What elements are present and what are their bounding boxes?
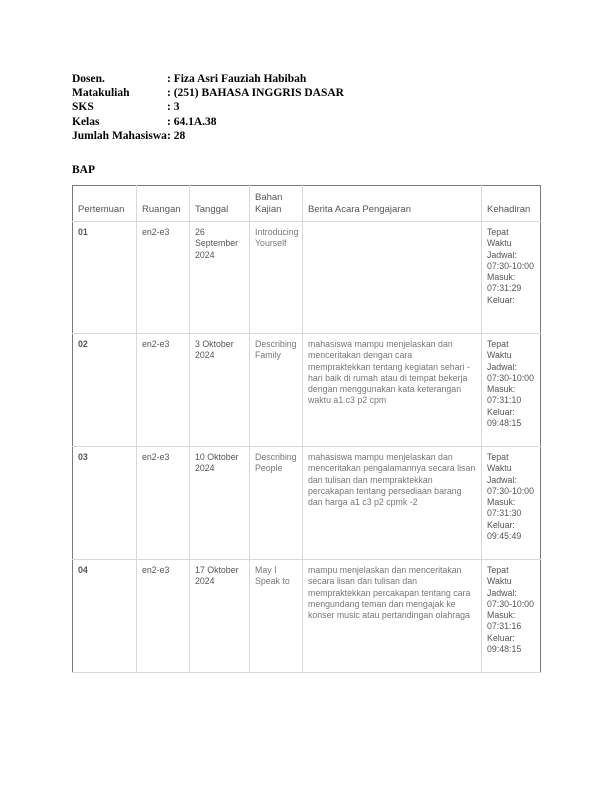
info-label: Jumlah Mahasiswa [72,129,167,142]
cell-ruangan: en2-e3 [137,222,190,334]
header-kehadiran: Kehadiran [482,186,541,222]
cell-ruangan: en2-e3 [137,560,190,673]
cell-kehadiran: Tepat Waktu Jadwal: 07:30-10:00 Masuk: 07:31:16 Keluar: 09:48:15 [482,560,541,673]
bap-table [72,185,541,673]
cell-pertemuan: 02 [73,334,137,447]
cell-berita-acara: mahasiswa mampu menjelaskan dan menceritakan dengan cara mempraktekkan tentang kegiatan sehari -hari baik di rumah atau di tempat bekerja dengan menggunakan kata keterangan waktu a1 c3 p2 cpm [303,334,482,447]
info-label: Matakuliah [72,87,130,100]
table-row [73,560,541,673]
cell-berita-acara: mampu menjelaskan dan menceritakan secara lisan dan tulisan dan mempraktekkan percakapan tentang cara mengundang teman dan mengajak ke konser music atau pertandingan olahraga [303,560,482,673]
table-row [73,222,541,334]
cell-tanggal: 26 September 2024 [190,222,250,334]
info-label: Kelas [72,115,100,128]
info-value: : 3 [167,101,180,114]
header-ruangan: Ruangan [137,186,190,222]
cell-tanggal: 3 Oktober 2024 [190,334,250,447]
cell-berita-acara [303,222,482,334]
header-tanggal: Tanggal [190,186,250,222]
cell-pertemuan: 03 [73,447,137,560]
header-berita-acara: Berita Acara Pengajaran [303,186,482,222]
cell-berita-acara: mahasiswa mampu menjelaskan dan menceritakan pengalamannya secara lisan dan tulisan dan mempraktekkan percakapan tentang persediaan barang dan harga a1 c3 p2 cpmk -2 [303,447,482,560]
header-bahan-kajian: Bahan Kajian [250,186,303,222]
info-value: : 28 [167,129,186,142]
header-pertemuan: Pertemuan [73,186,137,222]
cell-kehadiran: Tepat Waktu Jadwal: 07:30-10:00 Masuk: 07:31:29 Keluar: [482,222,541,334]
cell-ruangan: en2-e3 [137,447,190,560]
cell-bahan-kajian: Describing People [250,447,303,560]
cell-ruangan: en2-e3 [137,334,190,447]
section-title: BAP [72,164,95,176]
table-row [73,447,541,560]
cell-bahan-kajian: May I Speak to [250,560,303,673]
cell-pertemuan: 04 [73,560,137,673]
info-value: : Fiza Asri Fauziah Habibah [167,73,307,85]
cell-pertemuan: 01 [73,222,137,334]
cell-tanggal: 17 Oktober 2024 [190,560,250,673]
cell-bahan-kajian: Describing Family [250,334,303,447]
cell-kehadiran: Tepat Waktu Jadwal: 07:30-10:00 Masuk: 07:31:30 Keluar: 09:45:49 [482,447,541,560]
cell-tanggal: 10 Oktober 2024 [190,447,250,560]
info-value: : (251) BAHASA INGGRIS DASAR [167,87,344,100]
cell-bahan-kajian: Introducing Yourself [250,222,303,334]
table-row [73,334,541,447]
table-header-row [73,186,541,222]
info-label: SKS [72,101,94,114]
info-label: Dosen. [72,73,105,85]
cell-kehadiran: Tepat Waktu Jadwal: 07:30-10:00 Masuk: 07:31:10 Keluar: 09:48:15 [482,334,541,447]
info-value: : 64.1A.38 [167,115,217,128]
